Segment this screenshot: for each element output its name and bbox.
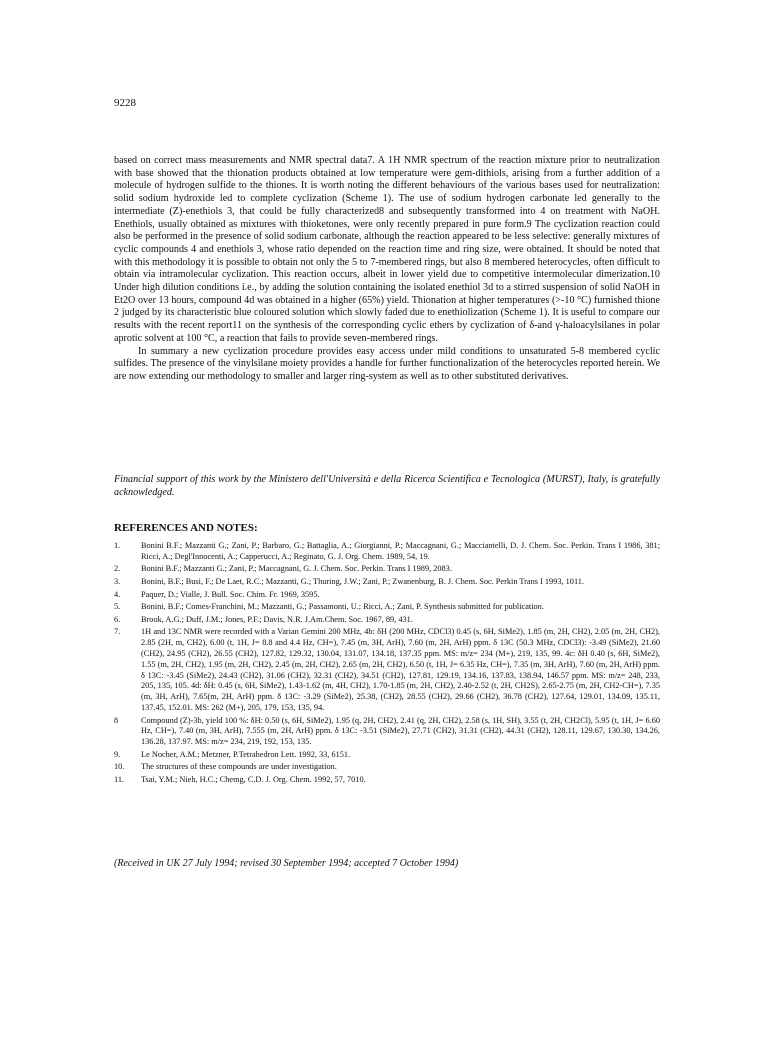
references-list <box>114 541 660 788</box>
acknowledgement: Financial support of this work by the Ministero dell'Università e della Ricerca Scientifica e Tecnologica (MURST), Italy, is gratefully acknowledged. <box>114 474 660 498</box>
reference-number: 2. <box>114 564 121 574</box>
reference-item <box>114 590 660 601</box>
reference-item <box>114 541 660 563</box>
reference-number: 1. <box>114 541 121 550</box>
reference-number: 10. <box>114 762 125 772</box>
body-paragraph: based on correct mass measurements and NMR spectral data7. A 1H NMR spectrum of the reaction mixture prior to neutralization with base showed that the thionation products obtained at low temperature were gem-dithiols, arising from a further addition of a molecule of hydrogen sulfide to the thiones. It is worth noting the different behaviours of the various bases used for neutralization: solid sodium hydroxide led to complete cyclization (Scheme 1). The use of sodium hydrogen carbonate led generally to the intermediate (Z)-enethiols 3, that could be fully characterized8 and subsequently transformed into 4 on treatment with NaOH. Enethiols, usually obtained as mixtures with thioketones, were only recently prepared in pure form.9 The cyclization reaction could also be performed in the presence of solid sodium carbonate, although the reaction appeared to be less selective: generally mixtures of cyclic compounds 4 and enethiols 3, whose ratio depended on the reaction time and ring size, were obtained. It should be noted that with this methodology it is possible to obtain not only the 5 to 7-membered rings, but also 8 membered heterocycles, often difficult to obtain via intramolecular cyclization. This reaction occurs, albeit in lower yield due to competitive intermolecular dimerization.10 Under high dilution conditions i.e., by adding the solution containing the isolated enethiol 3d to a stirred suspension of solid NaOH in Et2O over 13 hours, compound 4d was obtained in a higher (65%) yield. Thionation at higher temperatures (>-10 °C) furnished thione 2 judged by its characteristic blue coloured solution which slowly faded due to enethiolization (Scheme 1). It is useful to compare our results with the recent report11 on the synthesis of the corresponding cyclic ethers by cyclization of δ-and γ-haloacylsilanes in polar aprotic solvent at 100 °C, a reaction that fails to provide seven-membered rings. <box>114 155 660 344</box>
reference-text: Bonini B.F.; Mazzanti G.; Zani, P.; Maccagnani, G. J. Chem. Soc. Perkin. Trans I 1989, 2083. <box>141 564 452 574</box>
reference-number: 3. <box>114 576 121 586</box>
reference-text: Tsai, Y.M.; Nieh, H.C.; Chemg, C.D. J. Org. Chem. 1992, 57, 7010. <box>141 774 366 784</box>
reference-text: Le Nocher, A.M.; Metzner, P.Tetrahedron Lett. 1992, 33, 6151. <box>141 749 351 759</box>
reference-text: Bonini B.F.; Mazzanti G.; Zani, P.; Barbaro, G.; Battaglia, A.; Giorgianni, P.; Maccagnani, G.; Macciantelli, D. J. Chem. Soc. Perkin. Trans I 1986, 381; Ricci, A.; Degl'Innocenti, A.; Capperucci, A.; Reginato, G. J. Org. Chem. 1989, 54, 19. <box>141 541 660 561</box>
reference-number: 7. <box>114 627 121 637</box>
reference-item <box>114 577 660 588</box>
reference-number: 9. <box>114 749 121 759</box>
reference-text: Compound (Z)-3b, yield 100 %: δH: 0.50 (s, 6H, SiMe2), 1.95 (q, 2H, CH2), 2.41 (q, 2H, CH2), 2.58 (s, 1H, SH), 3.55 (t, 2H, CH2Cl), 5.95 (t, 1H, J= 6.60 Hz, CH=), 7.40 (m, 3H, ArH), 7.555 (m, 2H, ArH) ppm. δ 13C: -3.51 (SiMe2), 27.71 (CH2), 31.31 (CH2), 44.31 (CH2), 128.11, 129.67, 130.30, 134.26, 136.28, 137.97. MS: m/z= 234, 219, 192, 153, 135. <box>141 715 660 747</box>
reference-item <box>114 627 660 713</box>
reference-item <box>114 716 660 748</box>
page-number: 9228 <box>114 97 136 109</box>
reference-number: 5. <box>114 602 121 612</box>
reference-text: Bonini, B.F.; Comes-Franchini, M.; Mazzanti, G.; Passamonti, U.; Ricci, A.; Zani, P. Synthesis submitted for publication. <box>141 602 544 612</box>
reference-text: Bonini, B.F.; Busi, F.; De Laet, R.C.; Mazzanti, G.; Thuring, J.W.; Zani, P.; Zwanenburg, B. J. Chem. Soc. Perkin Trans I 1993, 1011. <box>141 576 585 586</box>
reference-item <box>114 564 660 575</box>
reference-text: Brook, A.G.; Duff, J.M.; Jones, P.F.; Davis, N.R. J.Am.Chem. Soc. 1967, 89, 431. <box>141 614 413 624</box>
reference-item <box>114 615 660 626</box>
reference-number: 4. <box>114 589 121 599</box>
reference-text: The structures of these compounds are under investigation. <box>141 762 337 772</box>
received-dates: (Received in UK 27 July 1994; revised 30 September 1994; accepted 7 October 1994) <box>114 858 459 869</box>
reference-number: 11. <box>114 774 125 784</box>
reference-text: 1H and 13C NMR were recorded with a Varian Gemini 200 MHz, 4b: δH (200 MHz, CDCl3) 0.45 (s, 6H, SiMe2), 1.85 (m, 2H, CH2), 2.05 (m, 2H, CH2), 2.85 (2H, m, CH2), 6.00 (t, 1H, J= 8.8 and 4.4 Hz, CH=), 7.45 (m, 3H, ArH), 7.60 (m, 2H, ArH) ppm. δ 13C (50.3 MHz, CDCl3): -3.49 (SiMe2), 21.60 (CH2), 24.95 (CH2), 26.55 (CH2), 127.82, 129.32, 130.04, 131.07, 134.18, 137.35 ppm. MS: m/z= 234 (M+), 219, 135, 99. 4c: δH 0.40 (s, 6H, SiMe2), 1.55 (m, 2H, CH2), 1.95 (m, 2H, CH2), 2.45 (m, 2H, CH2), 2.65 (m, 2H, CH2), 6.50 (t, 1H, J= 6.35 Hz, CH=), 7.35 (m, 3H, ArH), 7.60 (m, 2H, ArH) ppm. δ 13C: -3.45 (SiMe2), 24.43 (CH2), 31.06 (CH2), 32.31 (CH2), 34.51 (CH2), 127.81, 129.19, 134.16, 137.83, 138.94, 146.57 ppm. MS: m/z= 248, 233, 205, 135, 105. 4d: δH: 0.45 (s, 6H, SiMe2), 1.43-1.62 (m, 4H, CH2), 1.70-1.85 (m, 2H, CH2), 2.40-2.52 (t, 2H, CH2S), 2.65-2.75 (m, 2H, CH2-CH=), 7.35 (m, 3H, ArH), 7.65(m, 2H, ArH) ppm. δ 13C: -3.29 (SiMe2), 25.38, (CH2), 28.55 (CH2), 29.66 (CH2), 36.78 (CH2), 127.64, 129.01, 134.09, 135.11, 137.45, 152.01. MS: 262 (M+), 205, 179, 153, 135, 94. <box>141 627 660 712</box>
body-text <box>114 155 660 384</box>
references-heading: REFERENCES AND NOTES: <box>114 522 258 534</box>
summary-paragraph: In summary a new cyclization procedure provides easy access under mild conditions to unsaturated 5-8 membered cyclic sulfides. The presence of the vinylsilane moiety provides a handle for further functionalization of the heterocycles reported herein. We are now extending our methodology to smaller and larger ring-system as well as to other substituted derivatives. <box>114 345 660 382</box>
reference-item <box>114 602 660 613</box>
reference-item <box>114 750 660 761</box>
reference-item <box>114 762 660 773</box>
reference-item <box>114 775 660 786</box>
reference-text: Paquer, D.; Vialle, J. Bull. Soc. Chim. Fr. 1969, 3595. <box>141 589 320 599</box>
reference-number: 8 <box>114 715 119 725</box>
reference-number: 6. <box>114 614 121 624</box>
